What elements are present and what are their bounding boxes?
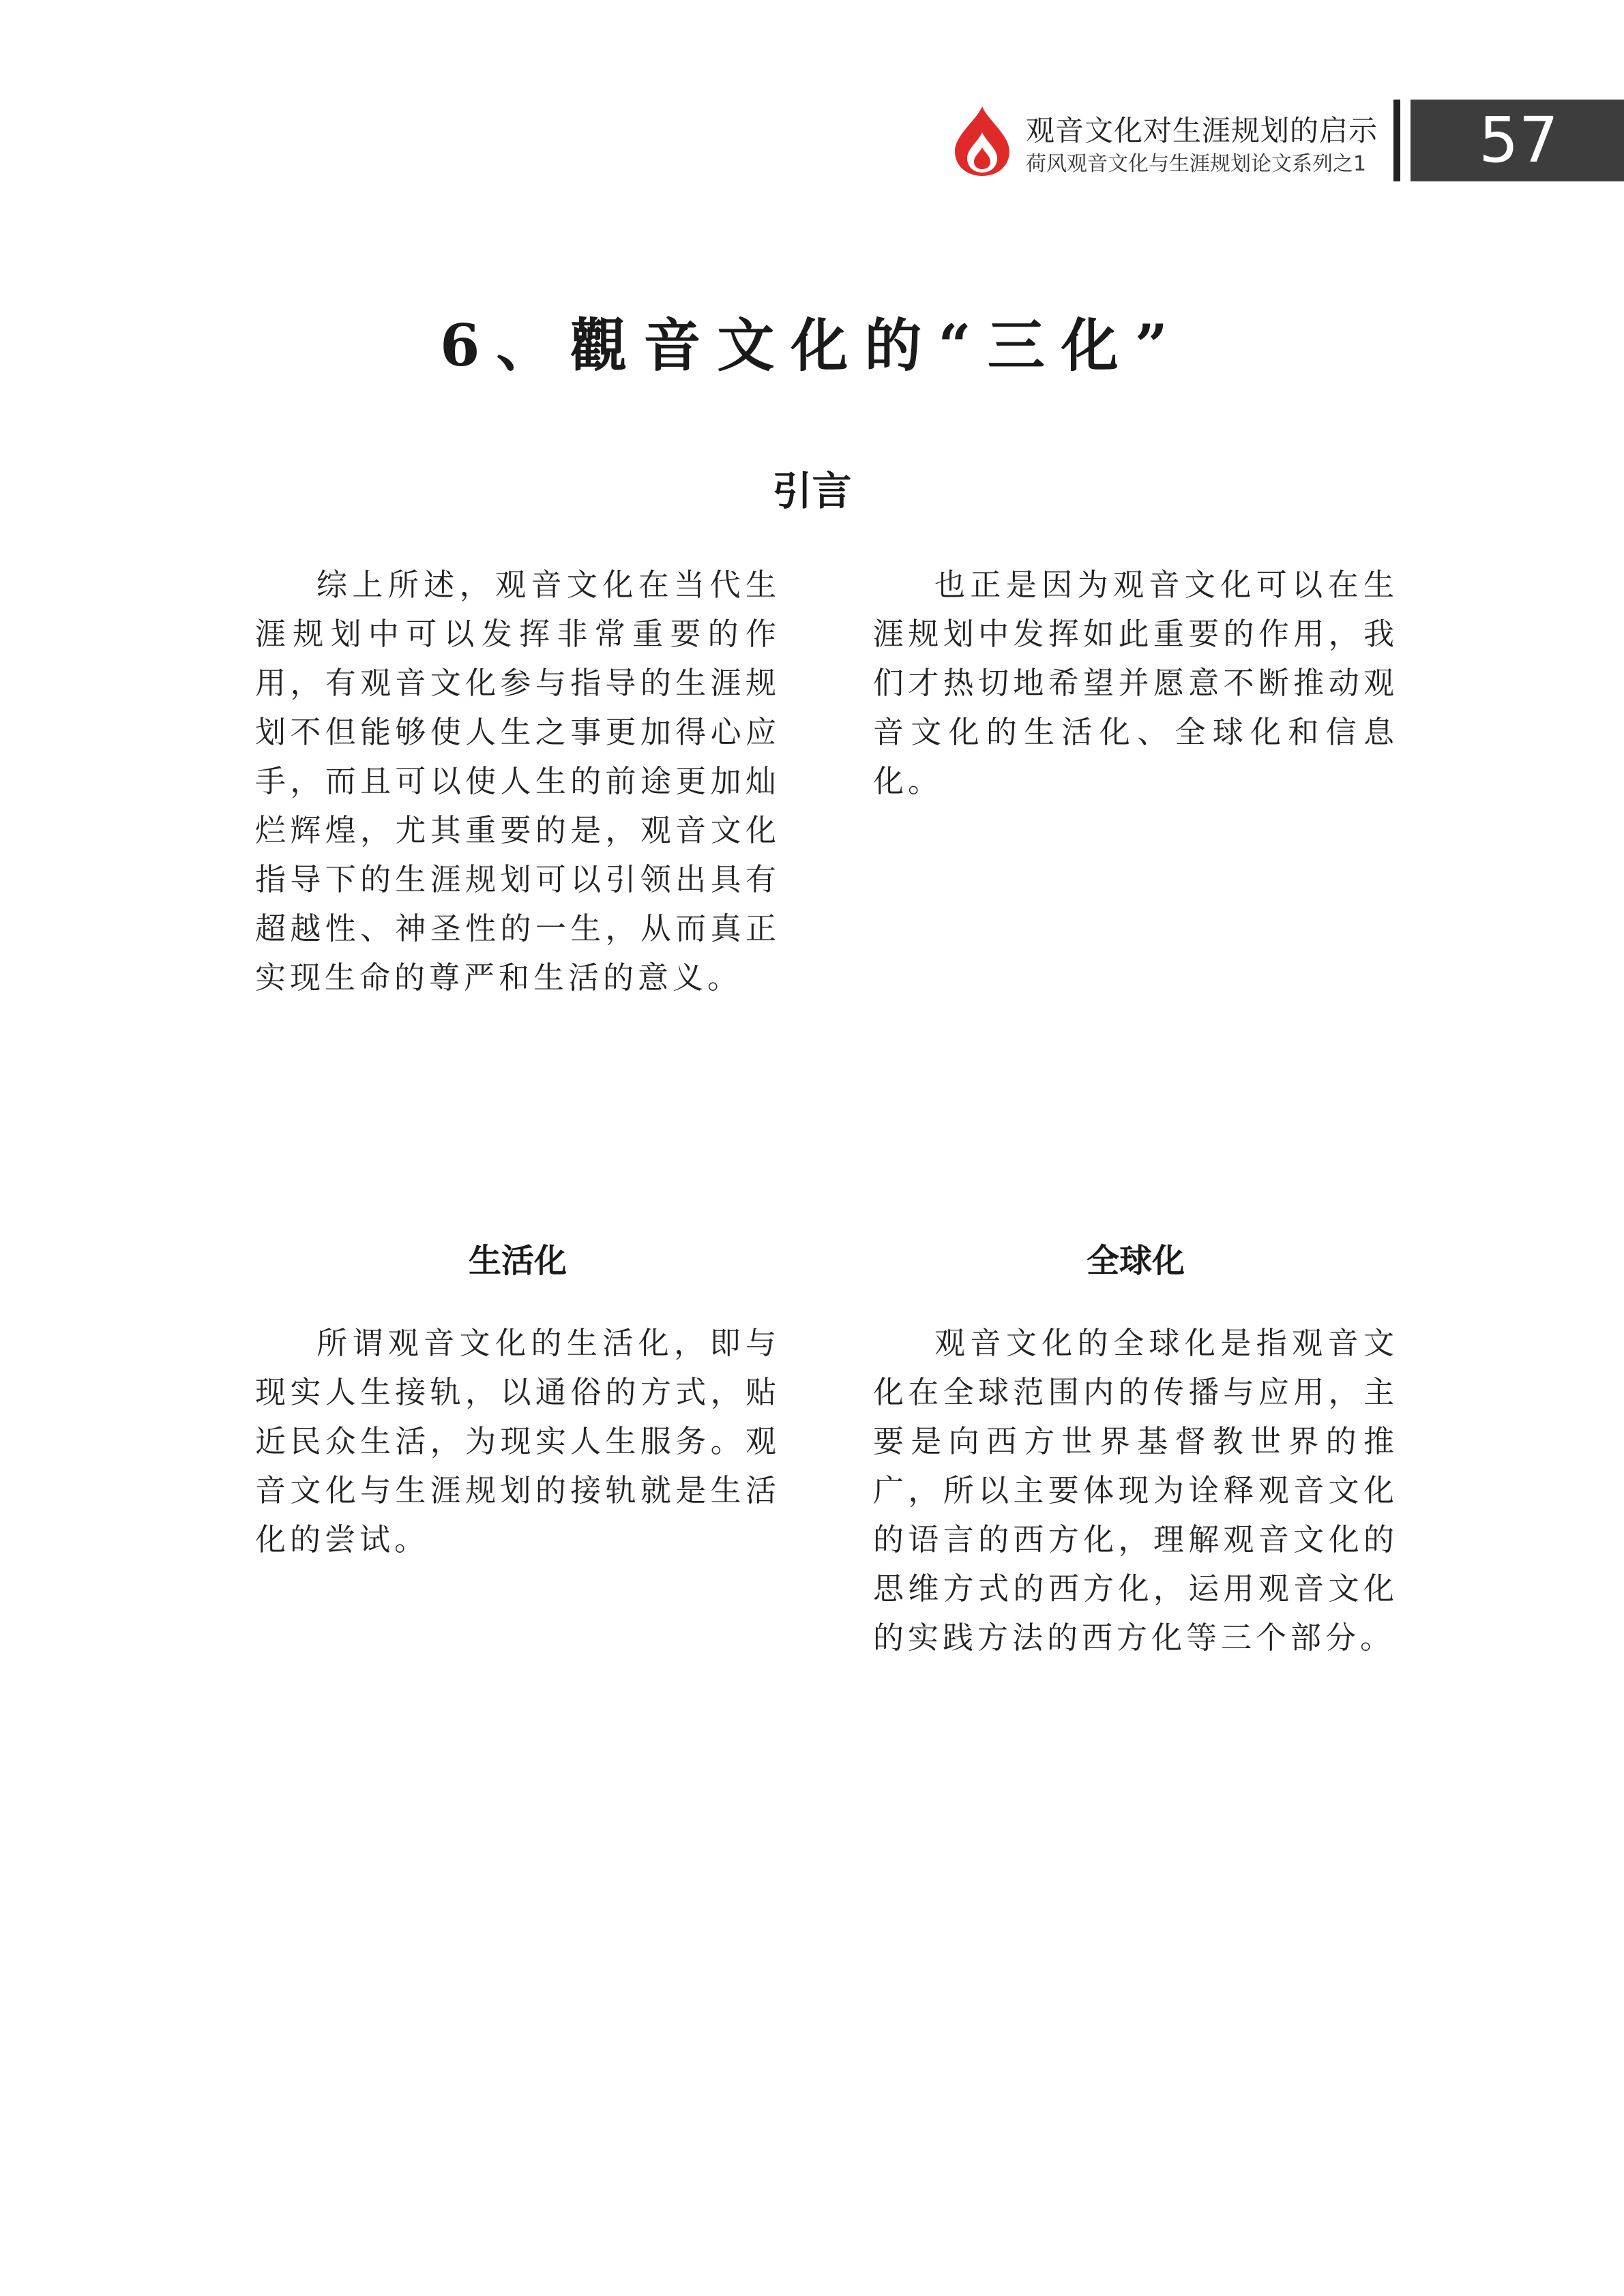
section-paragraph-globalization: 观音文化的全球化是指观音文化在全球范围内的传播与应用，主要是向西方世界基督教世界的推广，所以主要体现为诠释观音文化的语言的西方化，理解观音文化的思维方式的西方化，运用观音文化的实践方法的西方化等三个部分。 xyxy=(873,1325,1398,1656)
red-flame-drop-logo-icon xyxy=(952,105,1012,177)
header-divider xyxy=(1393,100,1400,181)
chapter-title: 6、觀音文化的“三化” xyxy=(439,312,1185,379)
section-paragraph-localization: 所谓观音文化的生活化，即与现实人生接轨，以通俗的方式，贴近民众生活，为现实人生服务。观音文化与生涯规划的接轨就是生活化的尝试。 xyxy=(255,1325,780,1557)
header-title: 观音文化对生涯规划的启示 xyxy=(1026,114,1378,147)
page-number: 57 xyxy=(1411,100,1624,181)
header-titles xyxy=(1026,94,1394,177)
intro-heading: 引言 xyxy=(772,468,852,514)
section-heading-globalization: 全球化 xyxy=(1086,1242,1185,1280)
intro-right-paragraph: 也正是因为观音文化可以在生涯规划中发挥如此重要的作用，我们才热切地希望并愿意不断推动观音文化的生活化、全球化和信息化。 xyxy=(873,567,1398,799)
section-heading-localization: 生活化 xyxy=(468,1242,567,1280)
running-header xyxy=(952,94,1624,183)
header-subtitle: 荷风观音文化与生涯规划论文系列之1 xyxy=(1026,152,1367,176)
intro-left-paragraph: 综上所述，观音文化在当代生涯规划中可以发挥非常重要的作用，有观音文化参与指导的生涯规划不但能够使人生之事更加得心应手，而且可以使人生的前途更加灿烂辉煌，尤其重要的是，观音文化指导下的生涯规划可以引领出具有超越性、神圣性的一生，从而真正实现生命的尊严和生活的意义。 xyxy=(255,567,780,996)
